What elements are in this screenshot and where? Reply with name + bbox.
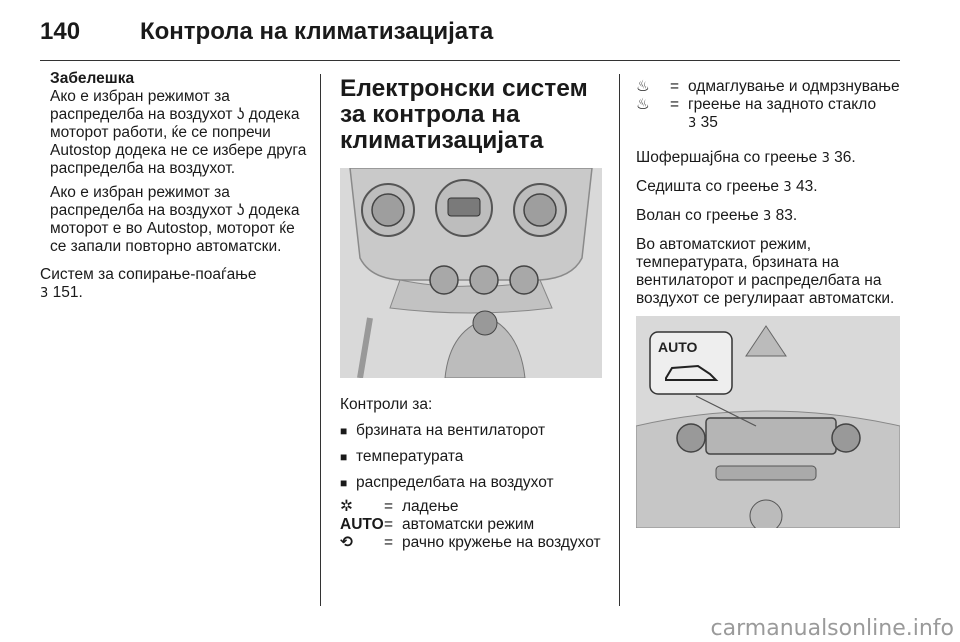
cross-reference-icon: 3 (821, 151, 830, 166)
legend-row-rear-window: ♨ = греење на задното стакло 3 35 (636, 96, 877, 131)
page-header (40, 14, 920, 54)
cooling-icon: ✲ (340, 498, 353, 515)
cross-reference-icon: 3 (763, 209, 772, 224)
auto-label: AUTO (340, 516, 384, 533)
column-divider-1 (320, 74, 321, 606)
legend-text: одмаглување и одмрзнување (688, 78, 900, 95)
header-divider (40, 60, 900, 61)
controls-intro: Контроли за: (340, 396, 433, 413)
legend-row-recirculation: ⟲ = рачно кружење на воздухот (340, 534, 601, 551)
heated-steering-wheel-line: Волан со греење 3 83. (636, 207, 798, 224)
cross-reference-icon: 3 (688, 116, 697, 131)
legend-row-auto: AUTO = автоматски режим (340, 516, 602, 534)
note-paragraph-1: Ако е избран режимот за распределба на воздухот ʖ додека моторот работи, ќе се попречи Autostop додека не се избере друга распределба на воздухот. (50, 88, 307, 177)
reference-page: 43. (795, 178, 818, 195)
windscreen-defrost-icon: ♨ (636, 78, 650, 95)
column-divider-2 (619, 74, 620, 606)
column-right (636, 70, 902, 528)
reference-page: 151. (52, 284, 83, 301)
bullet-fan-speed: ■ брзината на вентилаторот (340, 422, 602, 440)
heated-windscreen-line: Шофершајбна со греење 3 36. (636, 149, 856, 166)
legend-text: рачно кружење на воздухот (402, 534, 601, 551)
recirculation-icon: ⟲ (340, 534, 353, 551)
stop-start-reference (40, 266, 310, 303)
reference-page: 83. (775, 207, 798, 224)
bullet-air-distribution: ■ распределбата на воздухот (340, 474, 602, 492)
bullet-temperature: ■ температурата (340, 448, 602, 466)
section-title: Електронски систем за контрола на климатизацијата (340, 75, 588, 154)
note-paragraph-2: Ако е избран режимот за распределба на воздухот ʖ додека моторот е во Autostop, моторот ќе се запали повторно автоматски. (50, 184, 300, 255)
legend-row-cooling: ✲ = ладење (340, 498, 602, 516)
controls-legend (340, 498, 602, 552)
page-number: 140 (40, 18, 81, 45)
note-box (40, 70, 310, 256)
legend-text: ладење (402, 498, 459, 515)
dashboard-controls-figure (340, 168, 602, 378)
legend-text: автоматски режим (402, 516, 535, 533)
auto-mode-paragraph: Во автоматскиот режим, температурата, брзината на вентилаторот и распределбата на воздухот се регулираат автоматски. (636, 236, 895, 307)
cross-reference-icon: 3 (40, 286, 49, 301)
legend-row-defrost: ♨ = одмаглување и одмрзнување (636, 78, 902, 96)
reference-page: 36. (834, 149, 856, 166)
column-left (40, 70, 310, 303)
cross-reference-icon: 3 (783, 180, 792, 195)
reference-page: 35 (700, 114, 718, 131)
rear-window-heating-icon: ♨ (636, 96, 650, 113)
reference-text: Систем за сопирање-поаѓање (40, 266, 257, 283)
note-title: Забелешка (50, 70, 135, 87)
running-title: Контрола на климатизацијата (140, 18, 494, 45)
heating-legend (636, 78, 902, 133)
watermark: carmanualsonline.info (710, 616, 954, 641)
auto-mode-figure (636, 316, 900, 528)
column-middle (340, 70, 602, 552)
legend-text: греење на задното стакло (688, 96, 877, 113)
auto-button-label: AUTO (658, 339, 698, 355)
heated-seats-line: Седишта со греење 3 43. (636, 178, 818, 195)
